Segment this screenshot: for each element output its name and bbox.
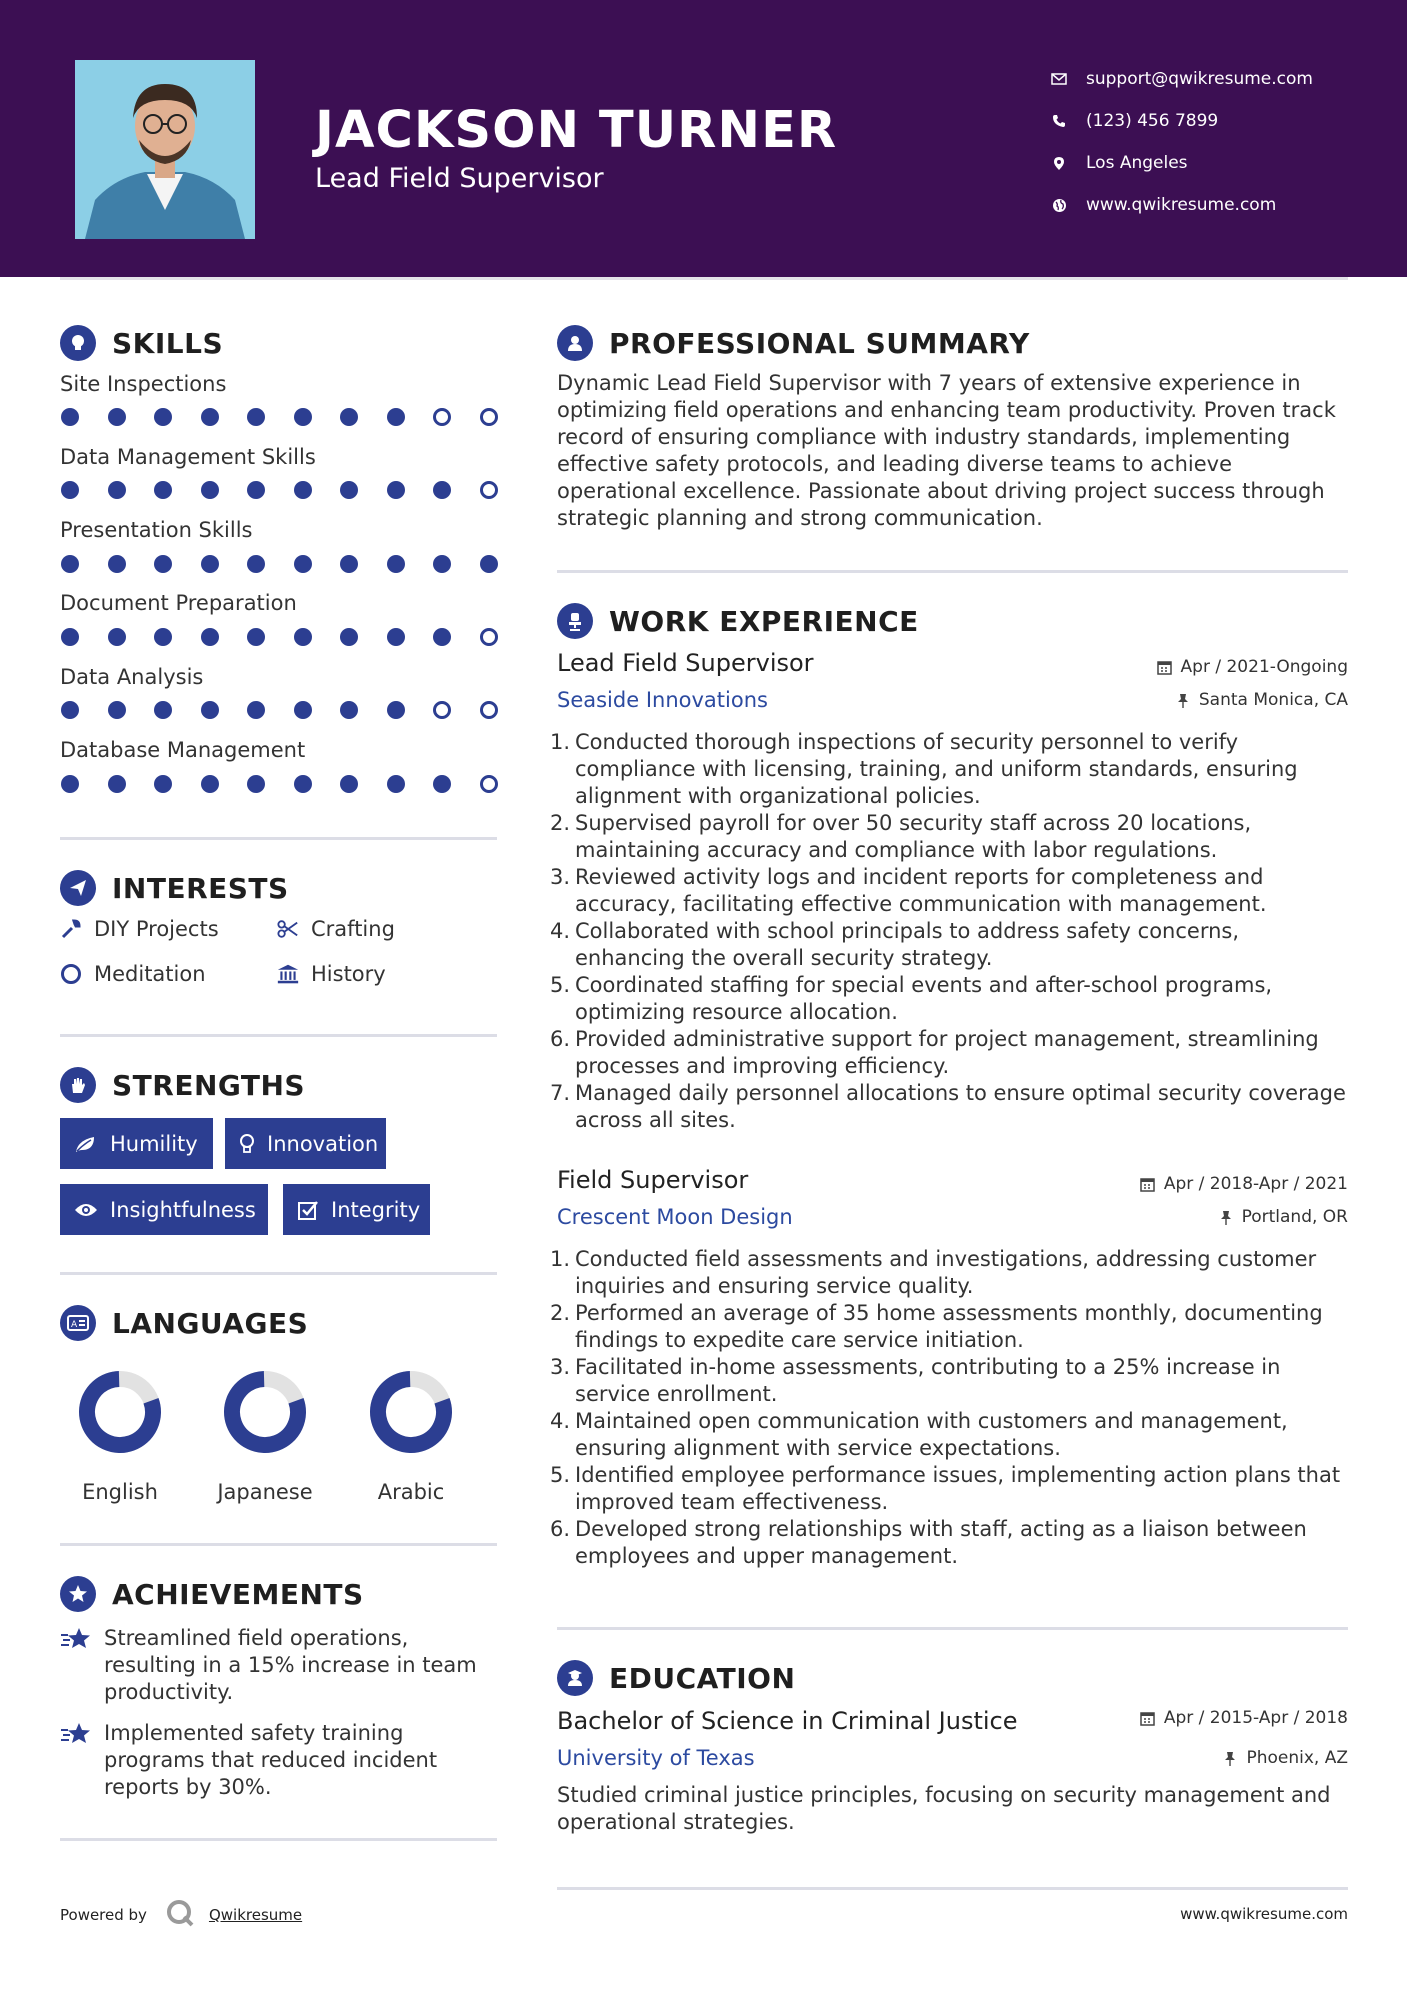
rating-dot-filled	[247, 555, 265, 573]
job-title: Lead Field Supervisor	[557, 649, 814, 677]
skills-title: SKILLS	[112, 326, 224, 360]
rating-dot-filled	[201, 555, 219, 573]
calendar-icon	[1140, 1176, 1156, 1192]
bullet-number: 1.	[550, 730, 571, 754]
section-divider	[557, 1627, 1348, 1630]
job-bullet	[550, 1246, 1352, 1300]
education-degree: Bachelor of Science in Criminal Justice	[557, 1707, 1018, 1735]
bullet-number: 3.	[550, 865, 571, 889]
rating-dot-filled	[387, 701, 405, 719]
rating-dot-filled	[247, 408, 265, 426]
rating-dot-filled	[433, 481, 451, 499]
rating-dot-filled	[294, 481, 312, 499]
svg-text:A: A	[71, 1320, 78, 1330]
rating-dot-filled	[61, 628, 79, 646]
language-level-ring	[76, 1368, 164, 1456]
job-company: Crescent Moon Design	[557, 1205, 793, 1229]
skill-label: Database Management	[60, 738, 306, 762]
rating-dot-filled	[387, 555, 405, 573]
job-bullet	[550, 1462, 1352, 1516]
strength-label: Integrity	[331, 1197, 421, 1222]
strength-label: Innovation	[267, 1131, 379, 1156]
contact-list	[1050, 58, 1313, 226]
rating-dot-filled	[340, 555, 358, 573]
institution-icon	[277, 963, 299, 985]
star-icon	[60, 1722, 92, 1801]
contact-phone-text: (123) 456 7899	[1086, 111, 1219, 131]
experience-title: WORK EXPERIENCE	[609, 604, 919, 638]
rating-dot-filled	[108, 701, 126, 719]
bullet-number: 7.	[550, 1081, 571, 1105]
powered-by-text: Powered by	[60, 1906, 147, 1924]
contact-website[interactable]	[1050, 184, 1313, 226]
bullet-number: 4.	[550, 1409, 571, 1433]
check-square-icon	[297, 1198, 319, 1222]
education-dates	[1140, 1708, 1348, 1728]
education-school: University of Texas	[557, 1746, 755, 1770]
bullet-number: 6.	[550, 1027, 571, 1051]
rating-dot-filled	[61, 775, 79, 793]
rating-dot-filled	[201, 408, 219, 426]
job-bullet	[550, 810, 1352, 864]
scissors-icon	[277, 918, 299, 940]
job-dates-text: Apr / 2018-Apr / 2021	[1163, 1174, 1348, 1194]
qwikresume-logo-icon	[165, 1898, 195, 1932]
leaf-icon	[74, 1132, 98, 1156]
pushpin-icon	[1218, 1209, 1234, 1225]
skill-rating	[61, 775, 526, 793]
rating-dot-filled	[108, 408, 126, 426]
bullet-text: Coordinated staffing for special events and after-school programs, optimizing resource allocation.	[575, 973, 1273, 1024]
bullet-number: 6.	[550, 1517, 571, 1541]
rating-dot-filled	[154, 408, 172, 426]
education-title: EDUCATION	[609, 1661, 796, 1695]
job-bullet	[550, 729, 1352, 810]
achievement-item	[60, 1720, 480, 1801]
job-location	[1175, 690, 1348, 710]
rating-dot-filled	[154, 628, 172, 646]
strength-label: Humility	[110, 1131, 198, 1156]
rating-dot-filled	[340, 775, 358, 793]
rating-dot-filled	[108, 481, 126, 499]
bullet-text: Collaborated with school principals to address safety concerns, enhancing the overall security strategy.	[575, 919, 1240, 970]
bullet-number: 3.	[550, 1355, 571, 1379]
rating-dot-filled	[387, 775, 405, 793]
summary-text: Dynamic Lead Field Supervisor with 7 years of extensive experience in optimizing field operations and enhancing team productivity. Proven track record of ensuring compliance with industry standards, implementing effective safety protocols, and leading diverse teams to achieve operational excellence. Passionate about driving project success through strategic planning and strong communication.	[557, 371, 1336, 530]
calendar-icon	[1140, 1710, 1156, 1726]
interest-label: Crafting	[311, 917, 395, 941]
rating-dot-filled	[108, 775, 126, 793]
education-location	[1222, 1748, 1348, 1768]
language-card-icon	[60, 1305, 96, 1341]
skills-heading	[60, 325, 223, 361]
job-location-text: Portland, OR	[1241, 1207, 1348, 1227]
rating-dot-empty	[480, 628, 498, 646]
envelope-icon	[1050, 70, 1068, 88]
interests-heading	[60, 870, 289, 906]
skill-label: Document Preparation	[60, 591, 297, 615]
job-bullet	[550, 1354, 1352, 1408]
rating-dot-filled	[201, 775, 219, 793]
job-bullet	[550, 1080, 1352, 1134]
rating-dot-filled	[387, 481, 405, 499]
section-divider	[60, 1543, 497, 1546]
job-dates	[1140, 1174, 1348, 1194]
strength-tag	[225, 1118, 386, 1169]
bullet-text: Performed an average of 35 home assessments monthly, documenting findings to expedite care service initiation.	[575, 1301, 1323, 1352]
rating-dot-filled	[247, 775, 265, 793]
rating-dot-filled	[294, 555, 312, 573]
strength-tag	[283, 1184, 430, 1235]
paper-plane-icon	[60, 870, 96, 906]
rating-dot-filled	[108, 555, 126, 573]
rating-dot-filled	[340, 628, 358, 646]
bullet-text: Identified employee performance issues, implementing action plans that improved team effectiveness.	[575, 1463, 1341, 1514]
rating-dot-filled	[340, 481, 358, 499]
resume-header	[0, 0, 1407, 277]
bullet-number: 4.	[550, 919, 571, 943]
strength-tag	[60, 1118, 213, 1169]
phone-icon	[1050, 112, 1068, 130]
rating-dot-filled	[433, 555, 451, 573]
bullet-text: Developed strong relationships with staff, acting as a liaison between employees and upper management.	[575, 1517, 1307, 1568]
rating-dot-empty	[480, 701, 498, 719]
interest-label: DIY Projects	[94, 917, 219, 941]
job-bullet	[550, 1408, 1352, 1462]
language-level-ring	[221, 1368, 309, 1456]
education-location-text: Phoenix, AZ	[1246, 1748, 1348, 1768]
language-name: Arabic	[377, 1480, 445, 1504]
rating-dot-filled	[294, 408, 312, 426]
rating-dot-filled	[201, 481, 219, 499]
language-level-ring	[367, 1368, 455, 1456]
skill-rating	[61, 628, 526, 646]
rating-dot-filled	[340, 701, 358, 719]
rating-dot-filled	[154, 555, 172, 573]
pushpin-icon	[1222, 1750, 1238, 1766]
language-name: Japanese	[217, 1480, 313, 1504]
pushpin-icon	[1175, 692, 1191, 708]
interest-item	[277, 917, 395, 941]
achievements-title: ACHIEVEMENTS	[112, 1577, 364, 1611]
section-divider	[60, 1034, 497, 1037]
job-bullet	[550, 972, 1352, 1026]
map-pin-icon	[1050, 154, 1068, 172]
candidate-name: JACKSON TURNER	[315, 101, 838, 160]
bullet-text: Supervised payroll for over 50 security staff across 20 locations, maintaining accuracy and compliance with labor regulations.	[575, 811, 1252, 862]
rating-dot-filled	[480, 555, 498, 573]
rating-dot-filled	[201, 701, 219, 719]
eye-icon	[74, 1198, 98, 1222]
rating-dot-empty	[433, 408, 451, 426]
rating-dot-filled	[294, 701, 312, 719]
footer-url[interactable]: www.qwikresume.com	[1180, 1905, 1348, 1923]
strength-tag	[60, 1184, 268, 1235]
footer-branding	[60, 1898, 302, 1932]
rating-dot-empty	[480, 408, 498, 426]
interest-label: History	[311, 962, 386, 986]
section-divider	[557, 1887, 1348, 1890]
calendar-icon	[1157, 659, 1173, 675]
achievement-item	[60, 1625, 480, 1706]
rating-dot-filled	[61, 481, 79, 499]
rating-dot-empty	[433, 701, 451, 719]
job-company: Seaside Innovations	[557, 688, 768, 712]
globe-icon	[1050, 196, 1068, 214]
skill-rating	[61, 555, 526, 573]
bullet-number: 5.	[550, 1463, 571, 1487]
bullet-text: Maintained open communication with customers and management, ensuring alignment with service expectations.	[575, 1409, 1288, 1460]
skill-rating	[61, 408, 526, 426]
interest-item	[60, 917, 219, 941]
profile-photo	[75, 60, 255, 239]
education-heading	[557, 1660, 795, 1696]
languages-title: LANGUAGES	[112, 1306, 309, 1340]
section-divider	[60, 837, 497, 840]
job-location-text: Santa Monica, CA	[1198, 690, 1348, 710]
skill-label: Data Analysis	[60, 665, 204, 689]
section-divider	[60, 1838, 497, 1841]
strengths-heading	[60, 1067, 305, 1103]
lightbulb-icon	[239, 1132, 255, 1156]
education-dates-text: Apr / 2015-Apr / 2018	[1163, 1708, 1348, 1728]
language-item	[351, 1368, 471, 1504]
rating-dot-filled	[433, 628, 451, 646]
bullet-number: 2.	[550, 1301, 571, 1325]
bullet-number: 1.	[550, 1247, 571, 1271]
rating-dot-filled	[201, 628, 219, 646]
lightbulb-icon	[60, 325, 96, 361]
interest-item	[277, 962, 386, 986]
section-divider	[557, 570, 1348, 573]
job-dates	[1157, 657, 1348, 677]
education-description: Studied criminal justice principles, focusing on security management and operational strategies.	[557, 1783, 1331, 1834]
language-name: English	[82, 1480, 158, 1504]
bullet-text: Facilitated in-home assessments, contributing to a 25% increase in service enrollment.	[575, 1355, 1281, 1406]
skill-rating	[61, 701, 526, 719]
contact-email[interactable]	[1050, 58, 1313, 100]
bullet-number: 5.	[550, 973, 571, 997]
rating-dot-filled	[61, 408, 79, 426]
bullet-text: Conducted field assessments and investigations, addressing customer inquiries and ensuring service quality.	[575, 1247, 1317, 1298]
section-divider	[60, 1272, 497, 1275]
rating-dot-filled	[154, 775, 172, 793]
strengths-title: STRENGTHS	[112, 1068, 306, 1102]
job-dates-text: Apr / 2021-Ongoing	[1180, 657, 1348, 677]
bullet-text: Reviewed activity logs and incident reports for completeness and accuracy, facilitating effective communication with management.	[575, 865, 1267, 916]
contact-location-text: Los Angeles	[1086, 153, 1188, 173]
hand-icon	[60, 1067, 96, 1103]
rating-dot-filled	[61, 555, 79, 573]
strength-label: Insightfulness	[110, 1197, 256, 1222]
skill-label: Presentation Skills	[60, 518, 253, 542]
job-bullets	[550, 729, 1352, 1134]
graduate-icon	[557, 1660, 593, 1696]
bullet-text: Conducted thorough inspections of security personnel to verify compliance with licensing, training, and uniform standards, ensuring alignment with organizational policies.	[575, 730, 1298, 808]
circle-icon	[60, 963, 82, 985]
bullet-number: 2.	[550, 811, 571, 835]
rating-dot-filled	[154, 481, 172, 499]
job-bullets	[550, 1246, 1352, 1570]
rating-dot-filled	[247, 701, 265, 719]
rating-dot-filled	[247, 481, 265, 499]
job-bullet	[550, 1026, 1352, 1080]
languages-heading	[60, 1305, 308, 1341]
rating-dot-filled	[154, 701, 172, 719]
contact-phone[interactable]	[1050, 100, 1313, 142]
interest-item	[60, 962, 206, 986]
star-icon	[60, 1627, 92, 1706]
user-icon	[557, 325, 593, 361]
skill-rating	[61, 481, 526, 499]
header-divider	[60, 277, 1348, 280]
rating-dot-filled	[433, 775, 451, 793]
rating-dot-filled	[387, 408, 405, 426]
rating-dot-filled	[294, 775, 312, 793]
job-bullet	[550, 1516, 1352, 1570]
bullet-text: Managed daily personnel allocations to ensure optimal security coverage across all sites.	[575, 1081, 1346, 1132]
job-bullet	[550, 864, 1352, 918]
job-bullet	[550, 918, 1352, 972]
qwikresume-link[interactable]: Qwikresume	[208, 1906, 303, 1924]
job-bullet	[550, 1300, 1352, 1354]
contact-location	[1050, 142, 1313, 184]
rating-dot-filled	[108, 628, 126, 646]
rating-dot-filled	[61, 701, 79, 719]
rating-dot-filled	[340, 408, 358, 426]
rating-dot-empty	[480, 775, 498, 793]
office-chair-icon	[557, 603, 593, 639]
contact-website-text: www.qwikresume.com	[1086, 195, 1277, 215]
interests-title: INTERESTS	[112, 871, 289, 905]
skill-label: Data Management Skills	[60, 445, 316, 469]
language-item	[60, 1368, 180, 1504]
achievement-text: Streamlined field operations, resulting in a 15% increase in team productivity.	[104, 1626, 477, 1704]
experience-heading	[557, 603, 919, 639]
interest-label: Meditation	[94, 962, 206, 986]
skill-label: Site Inspections	[60, 372, 227, 396]
achievements-heading	[60, 1576, 364, 1612]
job-location	[1218, 1207, 1348, 1227]
summary-heading	[557, 325, 1030, 361]
contact-email-text: support@qwikresume.com	[1086, 69, 1313, 89]
achievement-text: Implemented safety training programs that reduced incident reports by 30%.	[104, 1721, 438, 1799]
wrench-icon	[60, 918, 82, 940]
summary-title: PROFESSIONAL SUMMARY	[609, 326, 1030, 360]
candidate-role: Lead Field Supervisor	[315, 163, 604, 194]
rating-dot-empty	[480, 481, 498, 499]
bullet-text: Provided administrative support for project management, streamlining processes and improving efficiency.	[575, 1027, 1319, 1078]
star-badge-icon	[60, 1576, 96, 1612]
rating-dot-filled	[387, 628, 405, 646]
rating-dot-filled	[247, 628, 265, 646]
job-title: Field Supervisor	[557, 1166, 749, 1194]
rating-dot-filled	[294, 628, 312, 646]
language-item	[205, 1368, 325, 1504]
